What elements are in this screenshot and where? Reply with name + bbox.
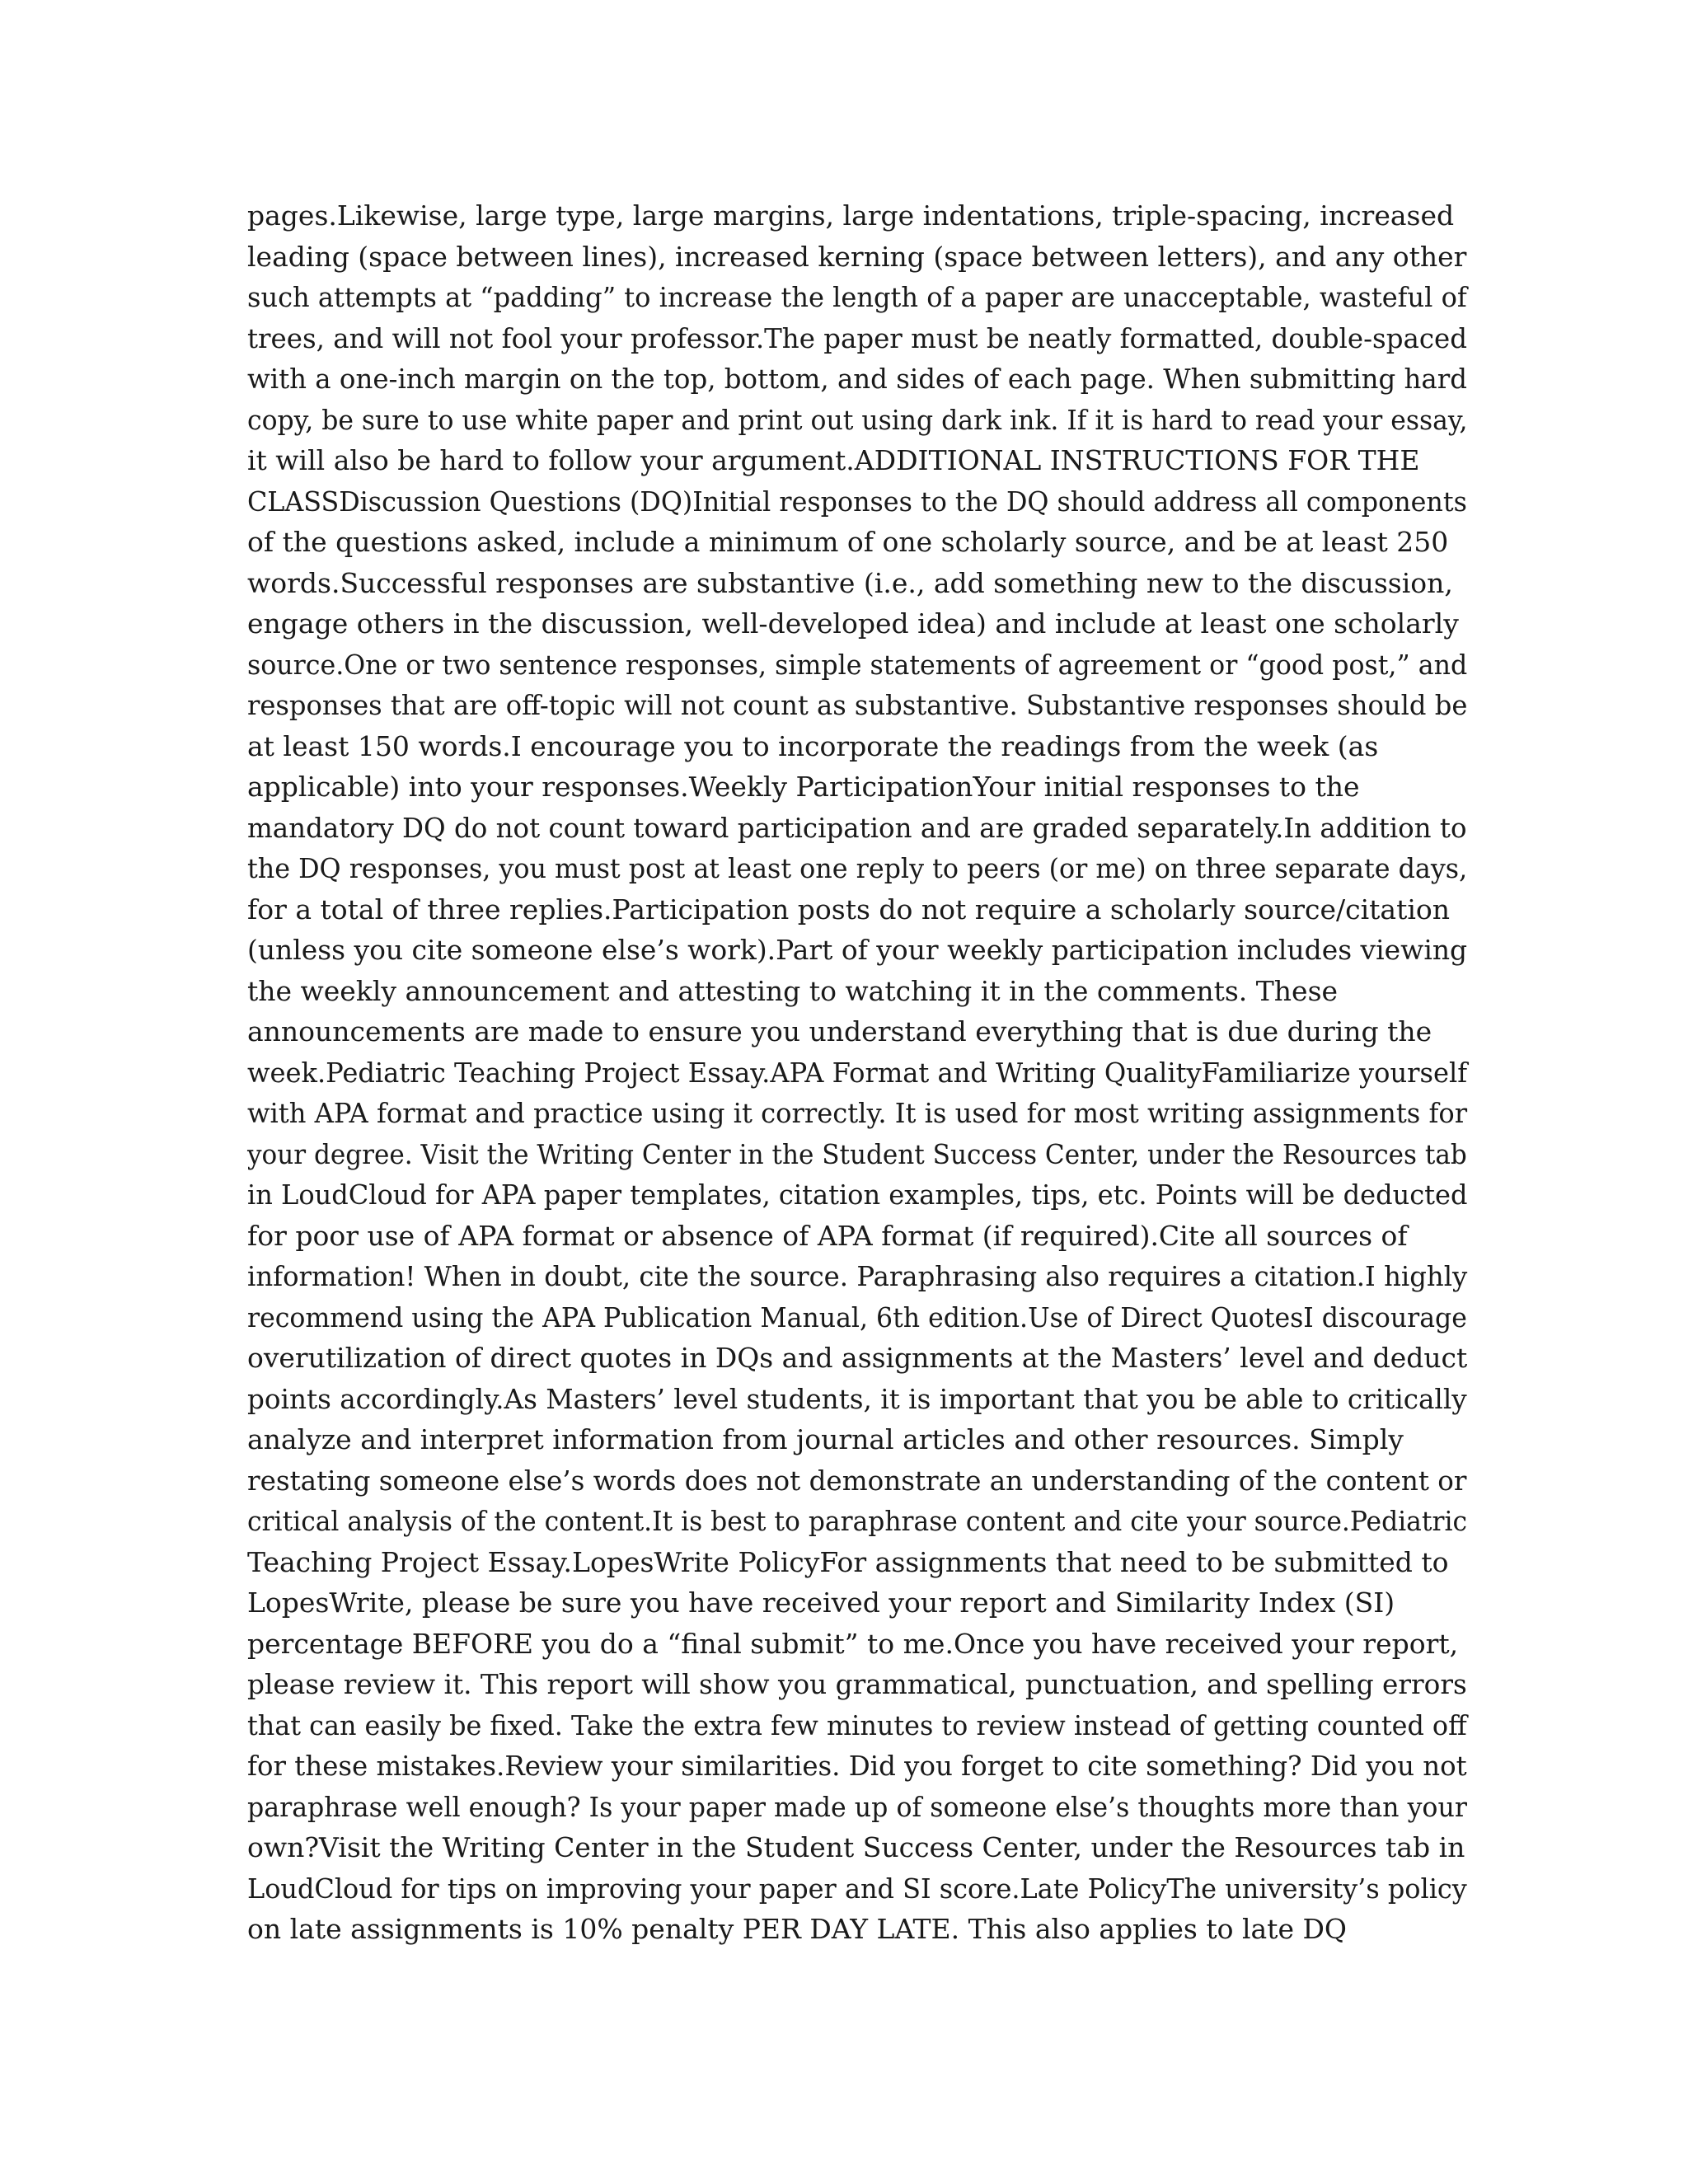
text-line: your degree. Visit the Writing Center in the Student Success Center, under the Resources tab <box>247 1137 1467 1170</box>
text-line: paraphrase well enough? Is your paper made up of someone else’s thoughts more than your <box>247 1790 1467 1823</box>
text-line: leading (space between lines), increased kerning (space between letters), and any other <box>247 240 1467 273</box>
text-line: points accordingly.As Masters’ level students, it is important that you be able to critically <box>247 1382 1467 1415</box>
text-line: applicable) into your responses.Weekly ParticipationYour initial responses to the <box>247 771 1360 803</box>
text-line: mandatory DQ do not count toward participation and are graded separately.In addition to <box>247 811 1467 844</box>
text-line: (unless you cite someone else’s work).Part of your weekly participation includes viewing <box>247 934 1468 966</box>
text-line: the weekly announcement and attesting to watching it in the comments. These <box>247 974 1339 1007</box>
text-line: own?Visit the Writing Center in the Student Success Center, under the Resources tab in <box>247 1831 1465 1863</box>
text-line: copy, be sure to use white paper and print out using dark ink. If it is hard to read your essay, <box>247 403 1468 436</box>
text-line: with a one-inch margin on the top, bottom, and sides of each page. When submitting hard <box>247 363 1467 395</box>
text-line: for poor use of APA format or absence of APA format (if required).Cite all sources of <box>247 1219 1408 1252</box>
text-line: announcements are made to ensure you understand everything that is due during the <box>247 1015 1432 1047</box>
text-line: Teaching Project Essay.LopesWrite PolicyFor assignments that need to be submitted to <box>247 1545 1449 1578</box>
text-line: at least 150 words.I encourage you to incorporate the readings from the week (as <box>247 729 1379 762</box>
text-line: pages.Likewise, large type, large margins, large indentations, triple-spacing, increased <box>247 199 1455 232</box>
text-line: analyze and interpret information from journal articles and other resources. Simply <box>247 1423 1404 1455</box>
text-line: that can easily be fixed. Take the extra few minutes to review instead of getting counted off <box>247 1708 1467 1741</box>
text-line: for these mistakes.Review your similarities. Did you forget to cite something? Did you not <box>247 1750 1467 1782</box>
text-line: for a total of three replies.Participation posts do not require a scholarly source/citation <box>247 893 1451 926</box>
text-line: such attempts at “padding” to increase the length of a paper are unacceptable, wasteful of <box>247 281 1467 313</box>
text-line: critical analysis of the content.It is best to paraphrase content and cite your source.Pediatric <box>247 1505 1468 1537</box>
text-line: information! When in doubt, cite the source. Paraphrasing also requires a citation.I highly <box>247 1260 1468 1292</box>
text-line: engage others in the discussion, well-developed idea) and include at least one scholarly <box>247 607 1459 640</box>
text-line: CLASSDiscussion Questions (DQ)Initial responses to the DQ should address all components <box>247 485 1467 518</box>
text-line: responses that are off-topic will not count as substantive. Substantive responses should be <box>247 689 1468 721</box>
text-line: overutilization of direct quotes in DQs and assignments at the Masters’ level and deduct <box>247 1342 1468 1374</box>
text-line: the DQ responses, you must post at least one reply to peers (or me) on three separate days, <box>247 852 1468 884</box>
text-line: it will also be hard to follow your argument.ADDITIONAL INSTRUCTIONS FOR THE <box>247 444 1420 476</box>
body-text <box>247 195 1467 1950</box>
text-line: LopesWrite, please be sure you have received your report and Similarity Index (SI) <box>247 1586 1395 1619</box>
text-line: please review it. This report will show you grammatical, punctuation, and spelling errors <box>247 1668 1467 1700</box>
text-line: recommend using the APA Publication Manual, 6th edition.Use of Direct QuotesI discourage <box>247 1301 1467 1333</box>
text-line: restating someone else’s words does not demonstrate an understanding of the content or <box>247 1464 1467 1497</box>
text-line: week.Pediatric Teaching Project Essay.APA Format and Writing QualityFamiliarize yourself <box>247 1056 1468 1089</box>
text-line: in LoudCloud for APA paper templates, citation examples, tips, etc. Points will be deducted <box>247 1179 1468 1211</box>
text-line: percentage BEFORE you do a “final submit” to me.Once you have received your report, <box>247 1627 1459 1660</box>
text-line: words.Successful responses are substantive (i.e., add something new to the discussion, <box>247 566 1453 599</box>
text-line: on late assignments is 10% penalty PER DAY LATE. This also applies to late DQ <box>247 1913 1347 1945</box>
text-line: with APA format and practice using it correctly. It is used for most writing assignments for <box>247 1097 1468 1129</box>
text-line: trees, and will not fool your professor.The paper must be neatly formatted, double-spaced <box>247 321 1467 354</box>
text-line: LoudCloud for tips on improving your paper and SI score.Late PolicyThe university’s policy <box>247 1872 1467 1905</box>
text-line: source.One or two sentence responses, simple statements of agreement or “good post,” and <box>247 648 1468 681</box>
text-line: of the questions asked, include a minimum of one scholarly source, and be at least 250 <box>247 526 1449 558</box>
